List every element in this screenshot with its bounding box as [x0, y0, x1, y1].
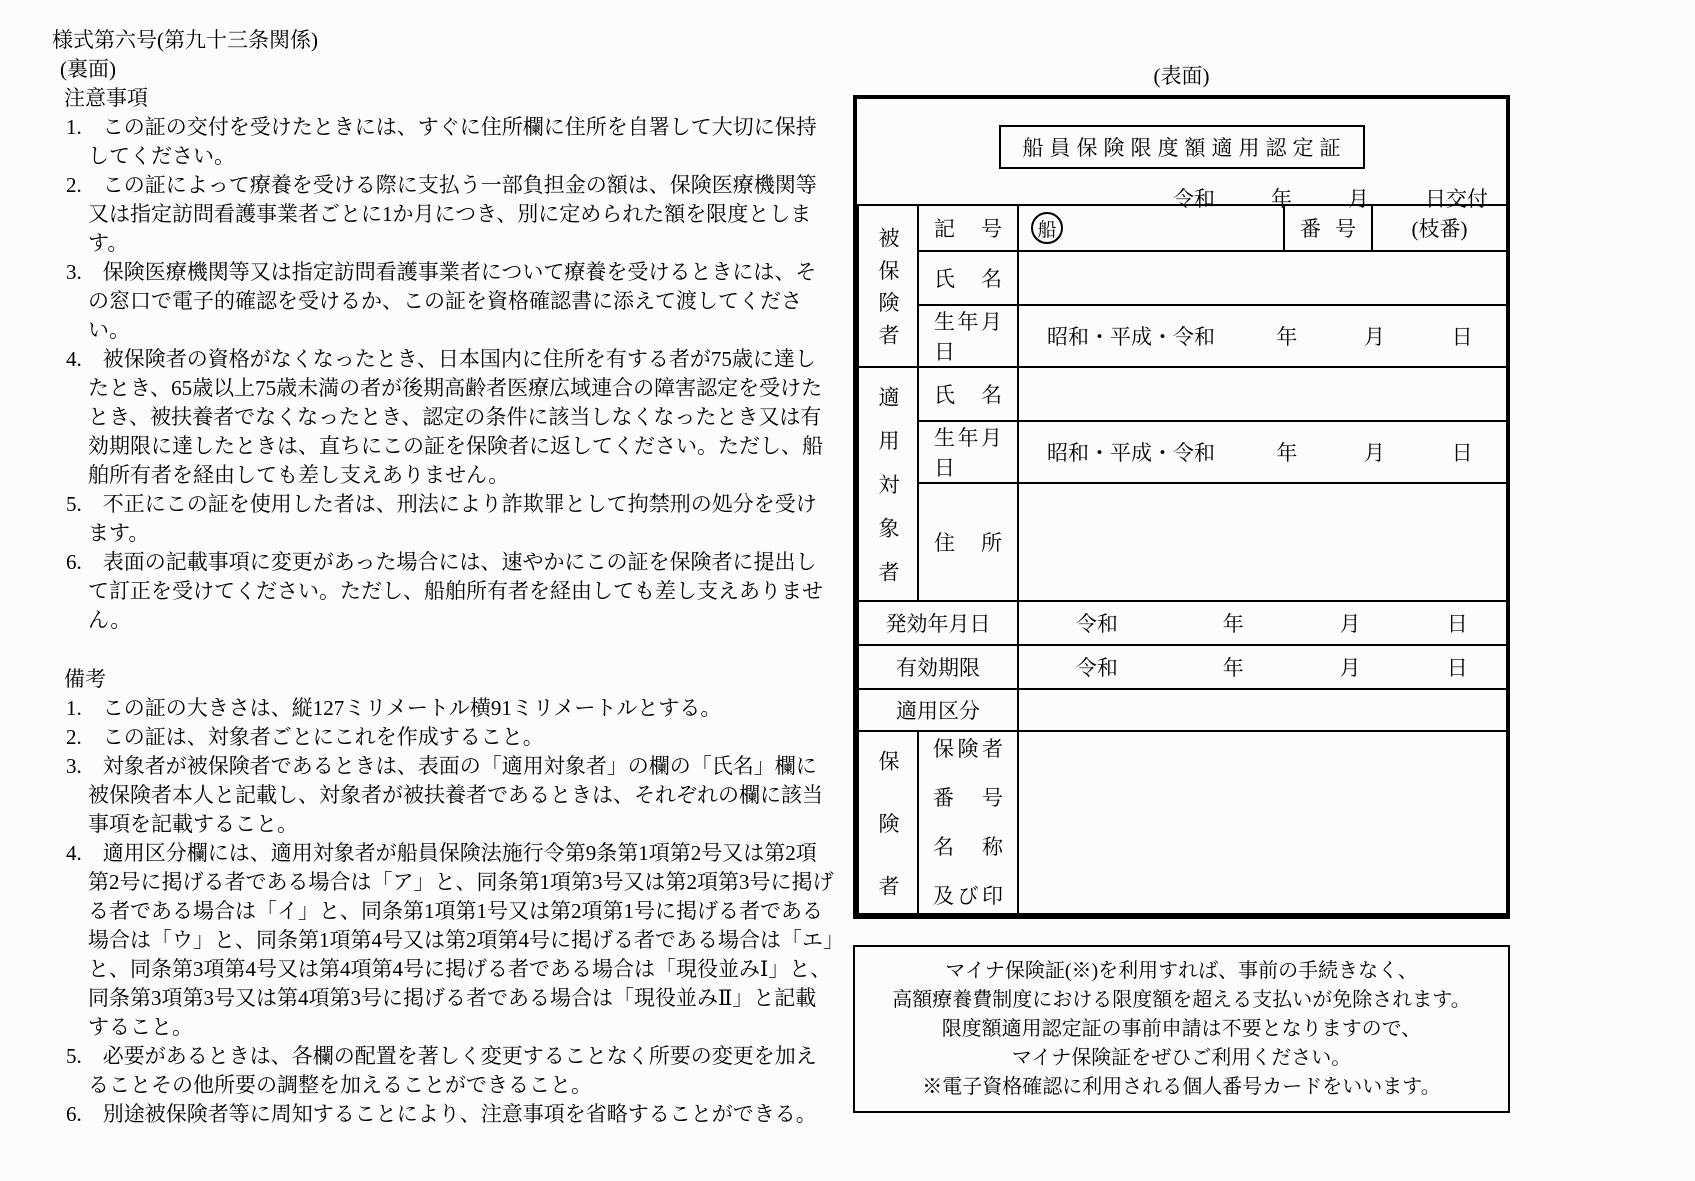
insured-group-label: 被保険者 [876, 227, 900, 345]
remark-item-1: 1. この証の大きさは、縦127ミリメートル横91ミリメートルとする。 [66, 696, 722, 720]
symbol-value-cell [1018, 205, 1284, 251]
subject-birth-day-label: 日 [1451, 441, 1473, 465]
effective-year-label: 年 [1222, 612, 1244, 636]
remark-item-3: 3. 対象者が被保険者であるときは、表面の「適用対象者」の欄の「氏名」欄に被保険者本人と記載し、対象者が被扶養者であるときは、それぞれの欄に該当事項を記載すること。 [66, 754, 823, 836]
insurer-field-labels [918, 731, 1018, 914]
insured-name-value-cell [1018, 251, 1507, 305]
myna-insurance-notice-box [853, 945, 1510, 1113]
insurer-number-label-line-1: 保険者 [933, 736, 1003, 761]
insurer-name-label-line-1: 名称 [933, 834, 1003, 859]
insurer-name-label-line-2: 及び印 [933, 883, 1003, 908]
insured-birth-era-label: 昭和・平成・令和 [1047, 325, 1215, 349]
notes-title: 注意事項 [64, 86, 148, 110]
note-item-4: 4. 被保険者の資格がなくなったとき、日本国内に住所を有する者が75歳に達したとき、65歳以上75歳未満の者が後期高齢者医療広域連合の障害認定を受けたとき、被扶養者でなくなったとき、認定の条件に該当しなくなったとき又は有効期限に達したときは、直ちにこの証を保険者に返してください。ただし、船舶所有者を経由しても差し支えありません。 [66, 347, 823, 487]
insurer-value-cell [1018, 731, 1507, 914]
remarks-title: 備考 [64, 667, 106, 691]
remark-item-4: 4. 適用区分欄には、適用対象者が船員保険法施行令第9条第1項第2号又は第2項第2号に掲げる者である場合は「ア」と、同条第1項第3号又は第2項第3号に掲げる者である場合は「イ」と、同条第1項第1号又は第2項第1号に掲げる者である場合は「ウ」と、同条第1項第4号又は第2項第4号に掲げる者である場合は「エ」と、同条第3項第4号又は第4項第4号に掲げる者である場合は「現役並みⅠ」と、同条第3項第3号又は第4項第3号に掲げる者である場合は「現役並みⅡ」と記載すること。 [66, 841, 834, 1039]
certificate-front [853, 95, 1510, 919]
expiry-date-label: 有効期限 [858, 645, 1018, 689]
notice-line-2: 高額療養費制度における限度額を超える支払いが免除されます。 [892, 988, 1471, 1011]
expiry-era-label: 令和 [1075, 656, 1118, 680]
issue-year-label: 年 [1271, 187, 1292, 211]
expiry-month-label: 月 [1339, 656, 1361, 680]
insurer-number-label-line-2: 番号 [933, 785, 1003, 810]
ship-circle-mark: 船 [1031, 212, 1063, 244]
insured-birth-field-label: 生年月日 [934, 310, 1002, 364]
note-item-5: 5. 不正にこの証を使用した者は、刑法により詐欺罪として拘禁刑の処分を受けます。 [66, 492, 817, 545]
note-item-3: 3. 保険医療機関等又は指定訪問看護事業者について療養を受けるときには、その窓口で電子的確認を受けるか、この証を資格確認書に添えて渡してください。 [66, 260, 817, 342]
category-label: 適用区分 [858, 689, 1018, 731]
subject-name-field-label: 氏名 [934, 383, 1002, 407]
branch-number-label: (枝番) [1372, 205, 1507, 251]
issue-era-label: 令和 [1173, 187, 1215, 211]
effective-date-value-cell [1018, 601, 1507, 645]
effective-day-label: 日 [1446, 612, 1468, 636]
notice-line-1: マイナ保険証(※)を利用すれば、事前の手続きなく、 [945, 959, 1418, 982]
insured-name-field-label: 氏名 [934, 267, 1002, 291]
insured-birth-year-label: 年 [1276, 325, 1298, 349]
expiry-day-label: 日 [1446, 656, 1468, 680]
insurer-group-label: 保険者 [876, 749, 900, 896]
insured-birth-value-cell [1018, 305, 1507, 367]
remark-item-6: 6. 別途被保険者等に周知することにより、注意事項を省略することができる。 [66, 1102, 817, 1126]
symbol-field-label: 記号 [934, 217, 1002, 241]
expiry-date-value-cell [1018, 645, 1507, 689]
back-side-column [52, 26, 834, 1129]
subject-birth-field-label: 生年月日 [934, 426, 1002, 480]
front-side-label: (表面) [1153, 64, 1210, 88]
effective-date-label: 発効年月日 [858, 601, 1018, 645]
subject-birth-year-label: 年 [1276, 441, 1298, 465]
remark-item-5: 5. 必要があるときは、各欄の配置を著しく変更することなく所要の変更を加えることその他所要の調整を加えることができること。 [66, 1044, 817, 1097]
subject-name-value-cell [1018, 367, 1507, 421]
subject-birth-value-cell [1018, 421, 1507, 483]
subject-birth-era-label: 昭和・平成・令和 [1047, 441, 1215, 465]
number-field-label: 番号 [1300, 217, 1356, 241]
notice-line-5: ※電子資格確認に利用される個人番号カードをいいます。 [922, 1075, 1441, 1098]
issue-month-label: 月 [1348, 187, 1369, 211]
form-number: 様式第六号(第九十三条関係) [52, 28, 318, 52]
subject-address-field-label: 住所 [934, 531, 1002, 555]
back-side-label: (裏面) [60, 57, 116, 81]
subject-address-value-cell [1018, 483, 1507, 601]
notice-line-4: マイナ保険証をぜひご利用ください。 [1011, 1046, 1352, 1069]
subject-birth-month-label: 月 [1364, 441, 1385, 465]
certificate-table [857, 204, 1508, 915]
insured-birth-day-label: 日 [1451, 325, 1473, 349]
effective-era-label: 令和 [1075, 612, 1118, 636]
note-item-1: 1. この証の交付を受けたときには、すぐに住所欄に住所を自署して大切に保持してください。 [66, 115, 817, 168]
effective-month-label: 月 [1339, 612, 1361, 636]
subject-group-label: 適用対象者 [876, 386, 900, 582]
issue-day-label: 日交付 [1425, 187, 1488, 211]
insured-birth-month-label: 月 [1364, 325, 1385, 349]
certificate-title: 船員保険限度額適用認定証 [999, 125, 1365, 169]
expiry-year-label: 年 [1222, 656, 1244, 680]
note-item-6: 6. 表面の記載事項に変更があった場合には、速やかにこの証を保険者に提出して訂正を受けてください。ただし、船舶所有者を経由しても差し支えありません。 [66, 550, 823, 632]
category-value-cell [1018, 689, 1507, 731]
notice-line-3: 限度額適用認定証の事前申請は不要となりますので、 [941, 1017, 1422, 1040]
remark-item-2: 2. この証は、対象者ごとにこれを作成すること。 [66, 725, 544, 749]
note-item-2: 2. この証によって療養を受ける際に支払う一部負担金の額は、保険医療機関等又は指定訪問看護事業者ごとに1か月につき、別に定められた額を限度とします。 [66, 173, 817, 255]
